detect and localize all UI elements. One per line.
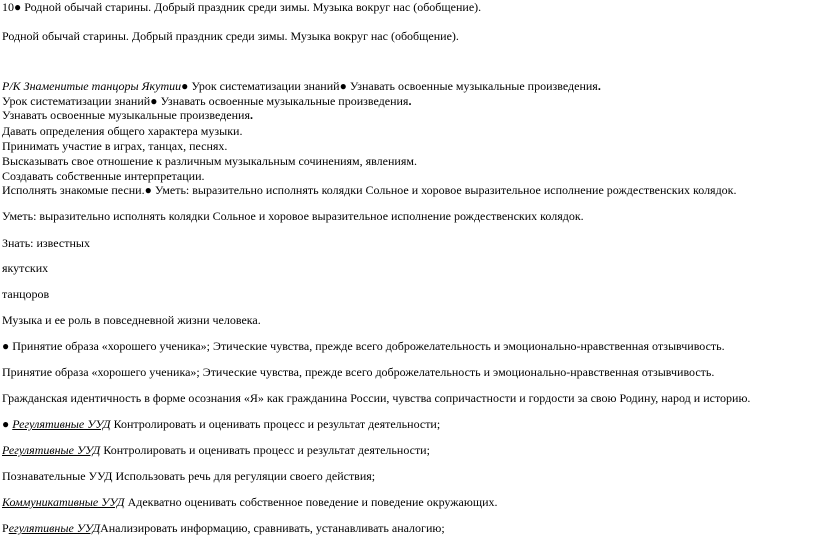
skill-text: Давать определения общего характера музыки. [2, 124, 243, 138]
regulatory-uud-label: Регулятивные УУД [2, 443, 101, 457]
personal-result-line [2, 365, 714, 379]
knowledge-text: якутских [2, 261, 49, 275]
bullet-icon: ● [150, 94, 158, 108]
uud-text: Познавательные УУД Использовать речь для регуляции своего действия; [2, 469, 376, 483]
lesson-topic-line [2, 29, 459, 43]
ability-text: Уметь: выразительно исполнять колядки Сольное и хоровое выразительное исполнение рождественских колядок. [151, 183, 737, 197]
uud-prefix: Р [2, 521, 9, 535]
uud-line [2, 417, 440, 431]
skill-line [2, 139, 227, 153]
skill-text: Создавать собственные интерпретации. [2, 169, 205, 183]
personal-result-text: Гражданская идентичность в форме осознания «Я» как гражданина России, чувства сопричастности и гордости за свою Родину, народ и историю. [2, 391, 751, 405]
skill-text: Исполнять знакомые песни. [2, 183, 145, 197]
regulatory-uud-label: егулятивные УУД [8, 521, 101, 535]
uud-text: Контролировать и оценивать процесс и результат деятельности; [110, 417, 441, 431]
knowledge-line [2, 313, 261, 327]
lesson-topic-text: Родной обычай старины. Добрый праздник среди зимы. Музыка вокруг нас (обобщение). [2, 29, 459, 43]
communicative-uud-label: Коммуникативные УУД [2, 495, 125, 509]
uud-line [2, 469, 375, 483]
skill-text: Высказывать свое отношение к различным музыкальным сочинениям, явлениям. [2, 154, 417, 168]
lesson-type-line-2 [2, 94, 411, 108]
period-mark: . [249, 108, 253, 122]
uud-text: Анализировать информацию, сравнивать, устанавливать аналогию; [100, 521, 445, 535]
bullet-icon: ● [144, 183, 152, 197]
bullet-icon: ● [14, 0, 22, 14]
knowledge-text: Знать: известных [2, 236, 90, 250]
regulatory-uud-label: Регулятивные УУД [12, 417, 111, 431]
bullet-icon: ● [2, 339, 10, 353]
skill-line [2, 183, 737, 197]
uud-text: Адекватно оценивать собственное поведение и поведение окружающих. [124, 495, 498, 509]
skill-line [2, 154, 417, 168]
lesson-title-text: Родной обычай старины. Добрый праздник среди зимы. Музыка вокруг нас (обобщение). [21, 0, 482, 14]
goal-text: Узнавать освоенные музыкальные произведения [346, 79, 598, 93]
knowledge-line [2, 261, 48, 275]
bullet-icon: ● [2, 417, 10, 431]
uud-text: Контролировать и оценивать процесс и результат деятельности; [100, 443, 430, 457]
uud-line [2, 495, 498, 509]
goal-text: Узнавать освоенные музыкальные произведения [2, 108, 250, 122]
knowledge-text: танцоров [2, 287, 50, 301]
skill-line [2, 169, 205, 183]
ability-line [2, 209, 584, 223]
bullet-icon: ● [339, 79, 347, 93]
skill-line [2, 124, 242, 138]
knowledge-text: Музыка и ее роль в повседневной жизни человека. [2, 313, 261, 327]
personal-result-text: Принятие образа «хорошего ученика»; Этические чувства, прежде всего доброжелательность и эмоционально-нравственная отзывчивость. [2, 365, 715, 379]
uud-line [2, 521, 445, 535]
knowledge-line [2, 287, 49, 301]
knowledge-line [2, 236, 90, 250]
goal-text: Узнавать освоенные музыкальные произведения [157, 94, 409, 108]
lesson-type-text: Урок систематизации знаний [188, 79, 340, 93]
lesson-title-line [2, 0, 481, 14]
personal-result-line [2, 339, 725, 353]
lesson-type-text: Урок систематизации знаний [2, 94, 151, 108]
period-mark: . [408, 94, 412, 108]
period-mark: . [597, 79, 601, 93]
regional-component-text: Р/К Знаменитые танцоры Якутии [2, 79, 182, 93]
lesson-number: 10 [2, 0, 14, 14]
goal-line [2, 108, 253, 122]
uud-line [2, 443, 430, 457]
bullet-icon: ● [181, 79, 189, 93]
personal-result-line [2, 391, 750, 405]
personal-result-text: Принятие образа «хорошего ученика»; Этические чувства, прежде всего доброжелательность и эмоционально-нравственная отзывчивость. [9, 339, 725, 353]
ability-text: Уметь: выразительно исполнять колядки Сольное и хоровое выразительное исполнение рождественских колядок. [2, 209, 584, 223]
skill-text: Принимать участие в играх, танцах, песнях. [2, 139, 228, 153]
lesson-type-line [2, 79, 601, 93]
